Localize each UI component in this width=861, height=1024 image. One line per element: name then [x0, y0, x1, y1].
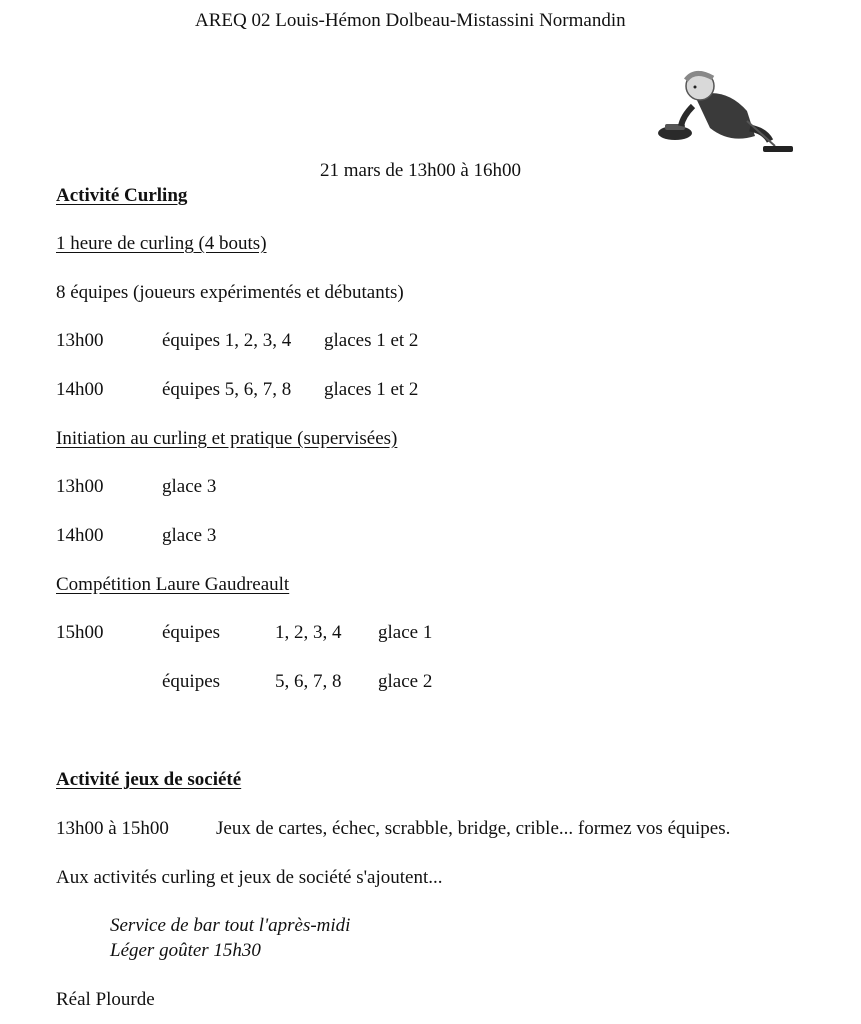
- competition-time: 15h00: [56, 622, 104, 643]
- extras-intro: Aux activités curling et jeux de société s'ajoutent...: [56, 867, 443, 888]
- schedule-ice: glaces 1 et 2: [324, 330, 419, 351]
- competition-teams: 5, 6, 7, 8: [275, 671, 342, 692]
- competition-label: équipes: [162, 671, 221, 692]
- competition-ice: glace 1: [378, 622, 433, 643]
- schedule-ice: glaces 1 et 2: [324, 379, 419, 400]
- initiation-ice: glace 3: [162, 525, 217, 546]
- event-date: 21 mars de 13h00 à 16h00: [320, 160, 522, 181]
- competition-teams: 1, 2, 3, 4: [275, 622, 342, 643]
- competition-label: équipes: [162, 622, 221, 643]
- extras-item: Service de bar tout l'après-midi: [110, 915, 351, 936]
- schedule-teams: équipes 5, 6, 7, 8: [162, 379, 292, 400]
- games-time: 13h00 à 15h00: [56, 818, 169, 839]
- signature: Réal Plourde: [56, 989, 155, 1010]
- page-title: AREQ 02 Louis-Hémon Dolbeau-Mistassini Normandin: [195, 10, 626, 31]
- competition-ice: glace 2: [378, 671, 433, 692]
- initiation-time: 13h00: [56, 476, 104, 497]
- extras-item: Léger goûter 15h30: [110, 940, 261, 961]
- initiation-time: 14h00: [56, 525, 104, 546]
- games-description: Jeux de cartes, échec, scrabble, bridge, crible... formez vos équipes.: [216, 818, 731, 839]
- curling-teams-note: 8 équipes (joueurs expérimentés et débutants): [56, 282, 404, 303]
- schedule-time: 13h00: [56, 330, 104, 351]
- competition-heading: Compétition Laure Gaudreault: [56, 574, 290, 595]
- initiation-heading: Initiation au curling et pratique (supervisées): [56, 428, 398, 449]
- curling-duration: 1 heure de curling (4 bouts): [56, 233, 267, 254]
- schedule-teams: équipes 1, 2, 3, 4: [162, 330, 292, 351]
- schedule-time: 14h00: [56, 379, 104, 400]
- initiation-ice: glace 3: [162, 476, 217, 497]
- curling-heading: Activité Curling: [56, 185, 188, 206]
- games-heading: Activité jeux de société: [56, 769, 242, 790]
- curling-player-icon: [655, 66, 795, 161]
